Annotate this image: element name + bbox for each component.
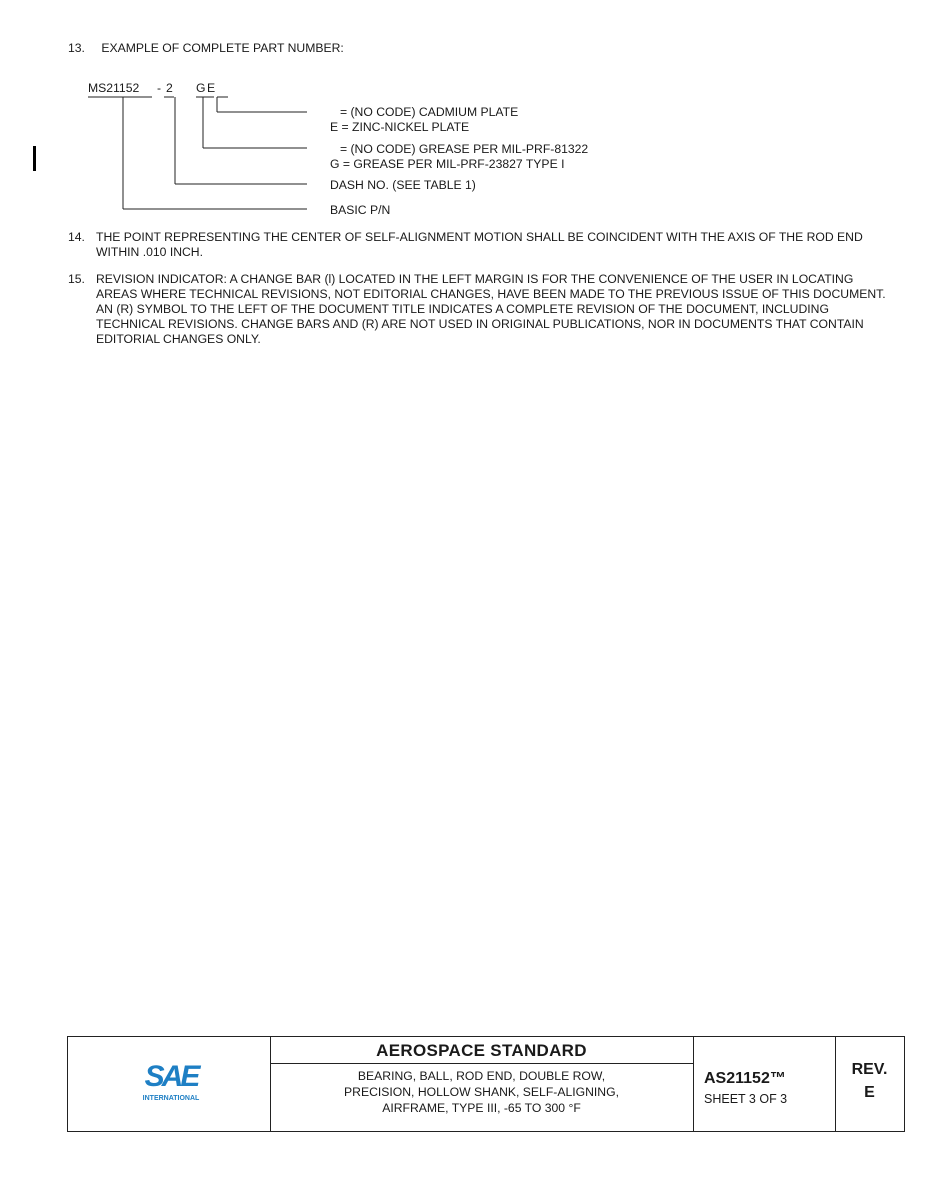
note-15 xyxy=(68,272,886,352)
document-id-cell xyxy=(693,1037,836,1131)
title-cell xyxy=(270,1037,694,1131)
pn-plate-code: E xyxy=(207,81,216,95)
title-divider xyxy=(270,1063,693,1064)
standard-heading: AEROSPACE STANDARD xyxy=(376,1041,587,1060)
pn-separator: - xyxy=(157,81,162,95)
change-bar xyxy=(33,146,36,171)
callout-grease-none: = (NO CODE) GREASE PER MIL-PRF-81322 xyxy=(340,142,589,156)
revision-label: REV. xyxy=(851,1061,888,1078)
note-text: REVISION INDICATOR: A CHANGE BAR (l) LOCATED IN THE LEFT MARGIN IS FOR THE CONVENIENCE OF THE USER IN LOCATING AREAS WHERE TECHNICAL REVISIONS, NOT EDITORIAL CHANGES, HAVE BEEN MADE TO THE PREVIOUS ISSUE OF THIS DOCUMENT. AN (R) SYMBOL TO THE LEFT OF THE DOCUMENT TITLE INDICATES A COMPLETE REVISION OF THE DOCUMENT, INCLUDING TECHNICAL REVISIONS. CHANGE BARS AND (R) ARE NOT USED IN ORIGINAL PUBLICATIONS, NOR IN DOCUMENTS THAT CONTAIN EDITORIAL CHANGES ONLY. xyxy=(96,272,886,346)
callout-basic-pn: BASIC P/N xyxy=(330,203,391,217)
callout-plate-none: = (NO CODE) CADMIUM PLATE xyxy=(340,105,519,119)
logo-cell xyxy=(68,1037,271,1131)
document-id: AS21152™ xyxy=(704,1070,786,1087)
note-number: 15. xyxy=(68,272,85,286)
note-13-title: EXAMPLE OF COMPLETE PART NUMBER: xyxy=(101,41,344,55)
note-13-number: 13. xyxy=(68,41,85,55)
description-line: AIRFRAME, TYPE III, -65 TO 300 °F xyxy=(382,1101,581,1115)
note-14 xyxy=(68,230,868,262)
description-line: PRECISION, HOLLOW SHANK, SELF-ALIGNING, xyxy=(344,1085,619,1099)
note-text: THE POINT REPRESENTING THE CENTER OF SELF-ALIGNMENT MOTION SHALL BE COINCIDENT WITH THE AXIS OF THE ROD END WITHIN .010 INCH. xyxy=(96,230,863,259)
note-number: 14. xyxy=(68,230,85,244)
pn-dash: 2 xyxy=(166,81,173,95)
description-line: BEARING, BALL, ROD END, DOUBLE ROW, xyxy=(357,1069,606,1083)
sae-logo-icon xyxy=(131,1062,211,1104)
sheet-number: SHEET 3 OF 3 xyxy=(704,1092,788,1106)
pn-grease-code: G xyxy=(196,81,206,95)
callout-grease-g: G = GREASE PER MIL-PRF-23827 TYPE I xyxy=(330,157,565,171)
title-block xyxy=(67,1036,905,1132)
revision-value: E xyxy=(864,1084,875,1101)
callout-dash-no: DASH NO. (SEE TABLE 1) xyxy=(330,178,476,192)
pn-basic: MS21152 xyxy=(88,81,140,95)
logo-subtext: INTERNATIONAL xyxy=(142,1095,200,1102)
revision-cell xyxy=(835,1037,904,1131)
callout-plate-e: E = ZINC-NICKEL PLATE xyxy=(330,120,470,134)
document-description xyxy=(270,1068,693,1116)
logo-mark: SAE xyxy=(144,1062,198,1093)
